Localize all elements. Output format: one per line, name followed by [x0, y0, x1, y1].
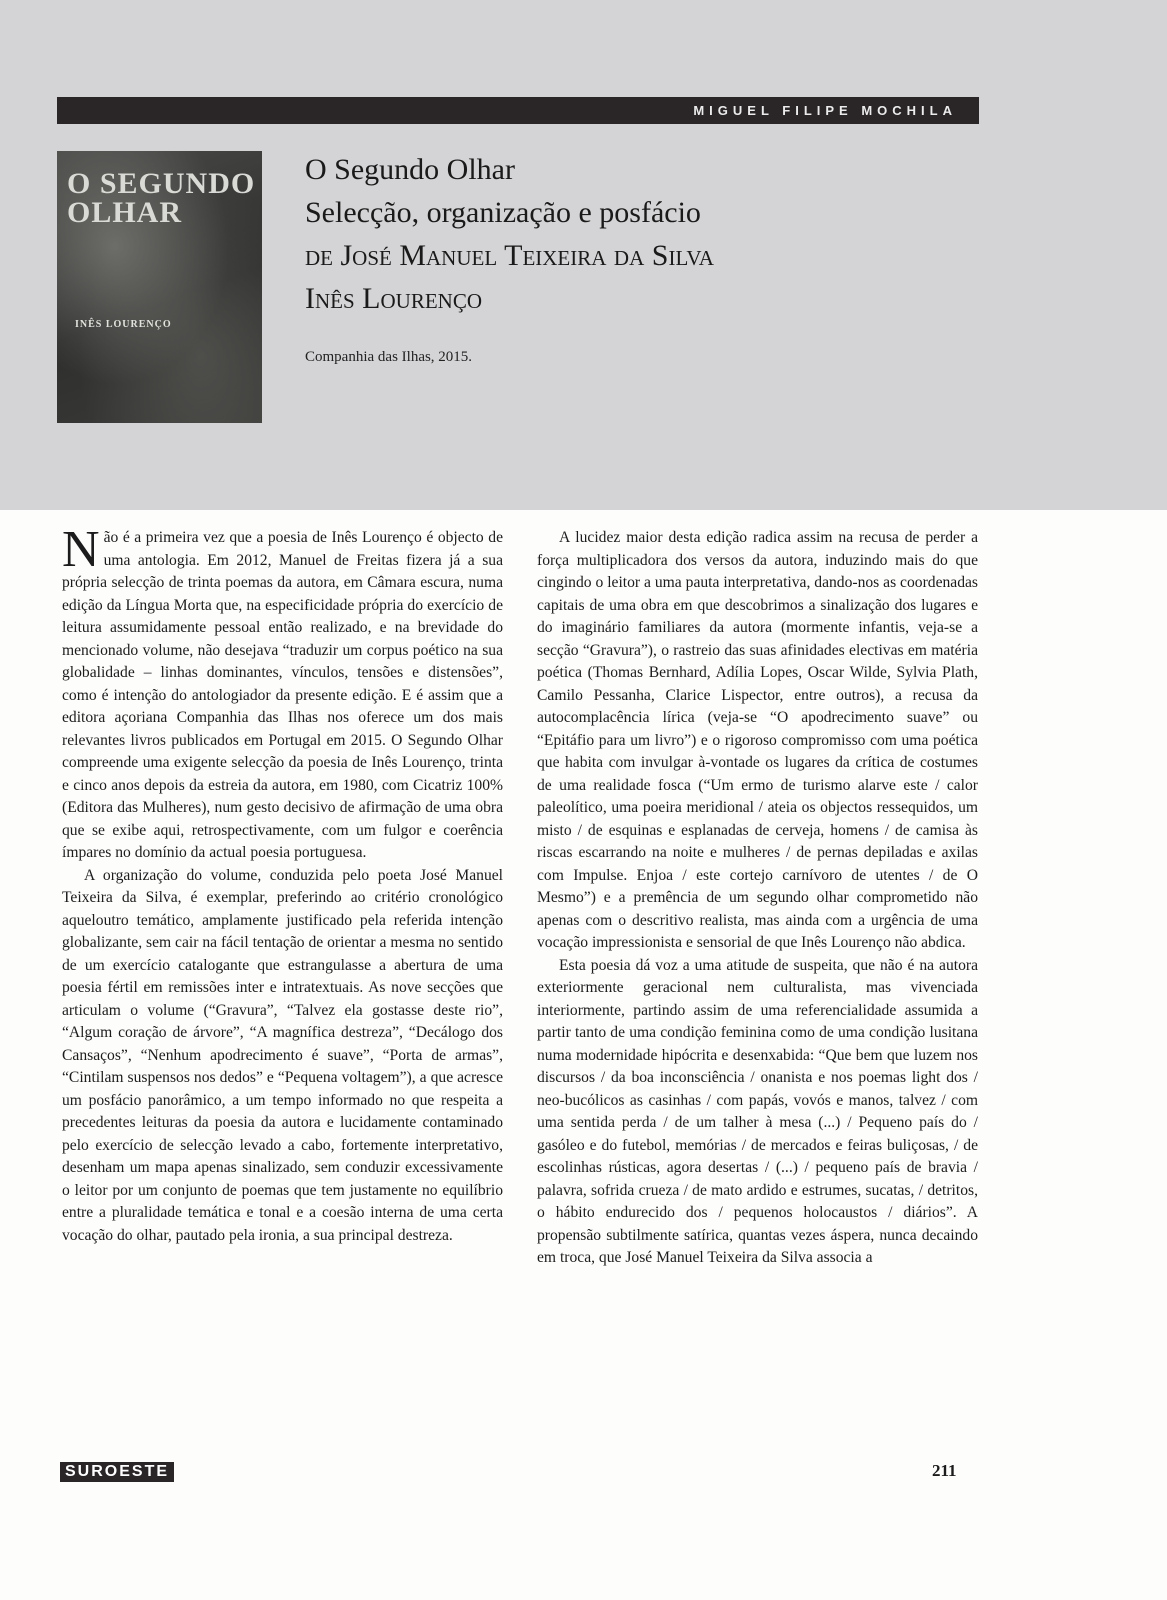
- book-publisher: Companhia das Ilhas, 2015.: [305, 349, 473, 365]
- drop-cap: N: [62, 521, 100, 578]
- book-info: [305, 148, 985, 320]
- book-editor-line: de José Manuel Teixeira da Silva: [305, 239, 714, 272]
- paragraph: A lucidez maior desta edição radica assim na recusa de perder a força multiplicadora dos versos da autora, induzindo mais do que cingindo o leitor a uma pauta interpretativa, dando-nos as coordenadas capitais de uma obra em que descobrimos a sinalização dos lugares e do imaginário familiares da autora (mormente infantis, veja-se a secção “Gravura”), o rastreio das suas afinidades electivas em matéria poética (Thomas Bernhard, Adília Lopes, Oscar Wilde, Sylvia Plath, Camilo Pessanha, Clarice Lispector, entre outros), a recusa da autocomplacência lírica (veja-se “O apodrecimento suave” ou “Epitáfio para um livro”) e o rigoroso compromisso com uma poética que habita com invulgar à-vontade os lugares da crítica de costumes de uma realidade fosca (“Um ermo de turismo alarve este / calor paleolítico, uma poeira meridional / ateia os objectos ressequidos, um misto / de esquinas e esplanadas de cerveja, homens / de camisa às riscas escarrando na noite e mulheres / de pernas depiladas e axilas com Impulse. Enjoa / este cortejo carnívoro de utentes / de O Mesmo”) e a premência de um segundo olhar comprometido não apenas com o descritivo realista, mas ainda com a urgência de uma vocação impressionista e sensorial de que Inês Lourenço não abdica.: [537, 529, 978, 951]
- cover-title: [67, 169, 262, 227]
- book-subtitle: Selecção, organização e posfácio: [305, 196, 701, 229]
- page-number: 211: [932, 1461, 957, 1480]
- book-cover-image: [57, 151, 262, 423]
- book-author-line: Inês Lourenço: [305, 282, 482, 315]
- article-author: MIGUEL FILIPE MOCHILA: [693, 103, 957, 118]
- cover-author: INÊS LOURENÇO: [75, 319, 172, 330]
- article-column-right: [537, 527, 978, 1270]
- paragraph: Esta poesia dá voz a uma atitude de suspeita, que não é na autora exteriormente geracional nem culturalista, mas vivenciada interiormente, partindo assim de uma referencialidade assumida a partir tanto de uma condição feminina como de uma condição lusitana numa modernidade hipócrita e desenxabida: “Que bem que luzem nos discursos / da boa inconsciência / onanista e nos poemas light dos / neo-bucólicos as casinhas / com papás, vovós e manos, talvez / com uma sentida perda / de um talher à mesa (...) / Pequeno país do / gasóleo e do futebol, memórias / de mercados e feiras buliçosas, / de escolinhas rústicas, agora desertas / (...) / pequeno país de bravia / palavra, sofrida crueza / de mato ardido e estrumes, sucatas, / detritos, o hábito endurecido dos / pequenos holocaustos / diários”. A propensão subtilmente satírica, quantas vezes áspera, nunca decaindo em troca, que José Manuel Teixeira da Silva associa a: [537, 956, 978, 1266]
- article-column-left: [62, 521, 503, 1247]
- author-bar: [57, 97, 979, 124]
- paragraph-text: ão é a primeira vez que a poesia de Inês Lourenço é objecto de uma antologia. Em 2012, Manuel de Freitas fizera já a sua própria selecção de trinta poemas da autora, em Câmara escura, numa edição da Língua Morta que, na especificidade própria do exercício de leitura assumidamente pessoal então realizado, e na brevidade do mencionado volume, não desejava “traduzir um corpus poético na sua globalidade – linhas dominantes, vínculos, tensões e distensões”, como é intenção do antologiador da presente edição. E é assim que a editora açoriana Companhia das Ilhas nos oferece um dos mais relevantes livros publicados em Portugal em 2015. O Segundo Olhar compreende uma exigente selecção da poesia de Inês Lourenço, trinta e cinco anos depois da estreia da autora, em 1980, com Cicatriz 100% (Editora das Mulheres), num gesto decisivo de afirmação de uma obra que se exibe aqui, retrospectivamente, com um fulgor e coerência ímpares no domínio da actual poesia portuguesa.: [62, 529, 503, 861]
- paragraph: A organização do volume, conduzida pelo poeta José Manuel Teixeira da Silva, é exemplar, preferindo ao critério cronológico aqueloutro temático, amplamente justificado pela referida intenção globalizante, sem cair na fácil tentação de orientar a mesma no sentido de um exercício catalogante que estrangulasse a abertura de uma poesia fértil em remissões inter e intratextuais. As nove secções que articulam o volume (“Gravura”, “Talvez ela gostasse deste rio”, “Algum coração de árvore”, “A magnífica destreza”, “Decálogo dos Cansaços”, “Nenhum apodrecimento é suave”, “Porta de armas”, “Cintilam suspensos nos dedos” e “Pequena voltagem”), a que acresce um posfácio panorâmico, a um tempo informado no que respeita a precedentes leituras da poesia da autora e lucidamente contaminado pelo exercício de selecção levado a cabo, fortemente interpretativo, desenham um mapa apenas sinalizado, sem conduzir excessivamente o leitor por um conjunto de poemas que tem justamente no equilíbrio entre a pluralidade temática e tonal e a coesão interna de uma certa vocação do olhar, pautado pela ironia, a sua principal destreza.: [62, 866, 503, 1244]
- paragraph: [62, 521, 503, 865]
- cover-title-line-1: O SEGUNDO: [67, 167, 256, 200]
- cover-title-line-2: OLHAR: [67, 196, 183, 229]
- magazine-logo: SUROESTE: [60, 1462, 174, 1482]
- book-title: O Segundo Olhar: [305, 153, 515, 186]
